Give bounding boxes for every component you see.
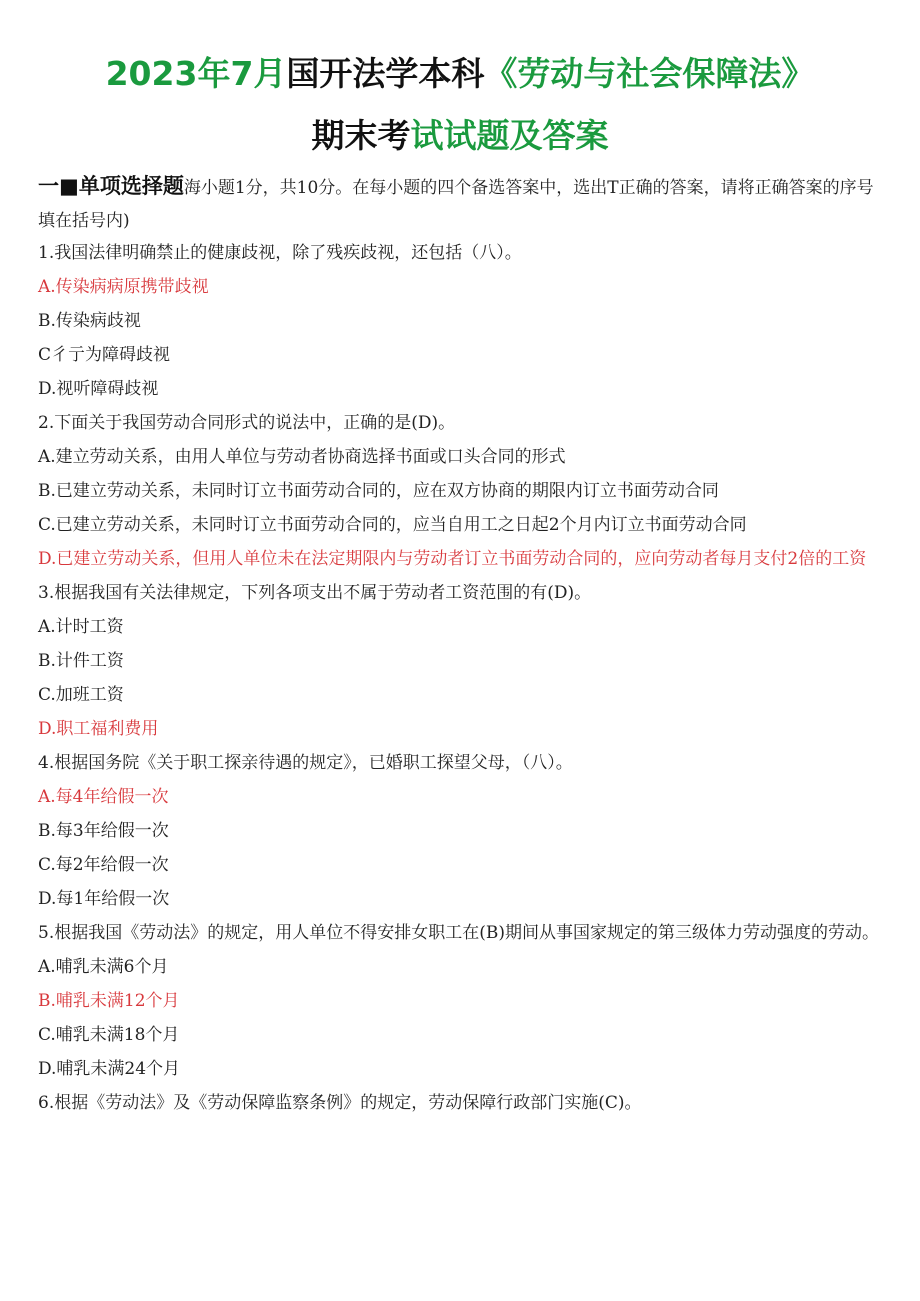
correct-answer-option: D.职工福利费用 xyxy=(38,719,159,739)
title-questions-answers: 试试题及答案 xyxy=(410,116,609,155)
title-program: 国开法学本科 xyxy=(286,54,485,93)
section-heading: 一■单项选择题 xyxy=(38,174,184,198)
answer-option: A.建立劳动关系，由用人单位与劳动者协商选择书面或口头合同的形式 xyxy=(38,447,566,467)
question-stem: 2.下面关于我国劳动合同形式的说法中，正确的是(D)。 xyxy=(38,413,456,433)
document-title-line-2 xyxy=(0,114,920,158)
correct-answer-option: D.已建立劳动关系，但用人单位未在法定期限内与劳动者订立书面劳动合同的，应向劳动者每月支付2倍的工资 xyxy=(38,549,867,569)
correct-answer-option: B.哺乳未满12个月 xyxy=(38,991,180,1011)
answer-option: B.传染病歧视 xyxy=(38,311,141,331)
section-instructions xyxy=(38,170,888,238)
question-stem: 4.根据国务院《关于职工探亲待遇的规定》，已婚职工探望父母，（八）。 xyxy=(38,753,573,773)
answer-option: D.视听障碍歧视 xyxy=(38,379,159,399)
answer-option: C.哺乳未满18个月 xyxy=(38,1025,180,1045)
answer-option: C彳亍为障碍歧视 xyxy=(38,345,171,365)
question-stem: 6.根据《劳动法》及《劳动保障监察条例》的规定，劳动保障行政部门实施(C)。 xyxy=(38,1093,642,1113)
answer-option: B.已建立劳动关系，未同时订立书面劳动合同的，应在双方协商的期限内订立书面劳动合同 xyxy=(38,481,719,501)
answer-option: D.哺乳未满24个月 xyxy=(38,1059,181,1079)
title-year-month: 2023年7月 xyxy=(105,54,287,93)
answer-option: D.每1年给假一次 xyxy=(38,889,170,909)
answer-option: C.已建立劳动关系，未同时订立书面劳动合同的，应当自用工之日起2个月内订立书面劳动合同 xyxy=(38,515,747,535)
answer-option: A.计时工资 xyxy=(38,617,124,637)
question-stem: 1.我国法律明确禁止的健康歧视，除了残疾歧视，还包括（八）。 xyxy=(38,243,522,263)
title-exam: 期末考 xyxy=(311,116,411,155)
correct-answer-option: A.每4年给假一次 xyxy=(38,787,169,807)
answer-option: B.计件工资 xyxy=(38,651,124,671)
correct-answer-option: A.传染病病原携带歧视 xyxy=(38,277,209,297)
title-course: 《劳动与社会保障法》 xyxy=(484,54,815,93)
document-title-line-1 xyxy=(0,52,920,96)
question-stem: 3.根据我国有关法律规定，下列各项支出不属于劳动者工资范围的有(D)。 xyxy=(38,583,592,603)
question-stem: 5.根据我国《劳动法》的规定，用人单位不得安排女职工在(B)期间从事国家规定的第三级体力劳动强度的劳动。 xyxy=(38,923,879,943)
question-list xyxy=(38,236,888,1120)
answer-option: A.哺乳未满6个月 xyxy=(38,957,169,977)
answer-option: B.每3年给假一次 xyxy=(38,821,169,841)
section-instruction-text: 海小题1分，共10分。在每小题的四个备选答案中，选出T正确的答案，请将正确答案的序号填在括号内) xyxy=(38,178,874,231)
answer-option: C.每2年给假一次 xyxy=(38,855,169,875)
answer-option: C.加班工资 xyxy=(38,685,124,705)
